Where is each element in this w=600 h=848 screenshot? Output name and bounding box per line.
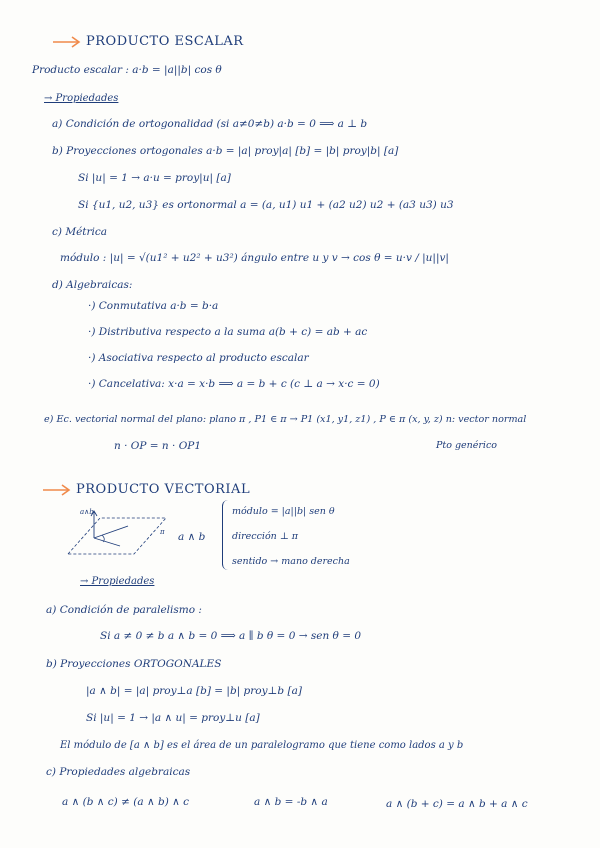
escalar-prop-d2: ·) Distributiva respecto a la suma a(b + c) = ab + ac <box>88 326 368 338</box>
vectorial-prop-a1: Si a ≠ 0 ≠ b a ∧ b = 0 ⟹ a ∥ b θ = 0 → sen θ = 0 <box>100 630 362 642</box>
escalar-prop-d4: ·) Cancelativa: x·a = x·b ⟹ a = b + c (c ⊥ a → x·c = 0) <box>88 378 380 390</box>
vectorial-prop-c: c) Propiedades algebraicas <box>46 766 191 778</box>
escalar-props-heading: → Propiedades <box>44 93 119 104</box>
escalar-prop-c: c) Métrica <box>52 226 108 238</box>
vectorial-prop-b2: Si |u| = 1 → |a ∧ u| = proy⊥u [a] <box>86 712 260 724</box>
escalar-definition: Producto escalar : a·b = |a||b| cos θ <box>32 64 222 76</box>
vectorial-modulo: módulo = |a||b| sen θ <box>232 506 335 517</box>
escalar-prop-a: a) Condición de ortogonalidad (si a≠0≠b) a·b = 0 ⟹ a ⊥ b <box>52 118 368 130</box>
diagram-cross-label: a∧b <box>80 508 94 516</box>
escalar-prop-e2: Pto genérico <box>436 440 498 451</box>
vectorial-props-heading: → Propiedades <box>80 576 155 587</box>
escalar-prop-b: b) Proyecciones ortogonales a·b = |a| proy|a| [b] = |b| proy|b| [a] <box>52 145 399 157</box>
escalar-prop-c1: módulo : |u| = √(u1² + u2² + u3²) ángulo entre u y v → cos θ = u·v / |u||v| <box>60 252 449 264</box>
accent-arrow-icon <box>52 36 82 48</box>
cross-product-diagram <box>62 508 168 560</box>
diagram-plane-label: π <box>160 528 165 536</box>
vectorial-prop-c3: a ∧ (b + c) = a ∧ b + a ∧ c <box>386 798 528 810</box>
vectorial-prop-b1: |a ∧ b| = |a| proy⊥a [b] = |b| proy⊥b [a] <box>86 685 302 697</box>
escalar-prop-d1: ·) Conmutativa a·b = b·a <box>88 300 219 312</box>
escalar-prop-b2: Si {u1, u2, u3} es ortonormal a = (a, u1) u1 + (a2 u2) u2 + (a3 u3) u3 <box>78 199 454 211</box>
escalar-prop-d: d) Algebraicas: <box>52 279 133 291</box>
vectorial-sentido: sentido → mano derecha <box>232 556 350 567</box>
vectorial-prop-b: b) Proyecciones ORTOGONALES <box>46 658 222 670</box>
vectorial-prop-a: a) Condición de paralelismo : <box>46 604 202 616</box>
vectorial-prop-c1: a ∧ (b ∧ c) ≠ (a ∧ b) ∧ c <box>62 796 190 808</box>
escalar-prop-d3: ·) Asociativa respecto al producto escalar <box>88 352 309 364</box>
vectorial-prop-c2: a ∧ b = -b ∧ a <box>254 796 328 808</box>
section-title-escalar: PRODUCTO ESCALAR <box>86 34 244 49</box>
brace <box>222 500 231 570</box>
escalar-prop-e1: n · OP = n · OP1 <box>114 440 202 452</box>
escalar-prop-e: e) Ec. vectorial normal del plano: plano π , P1 ∈ π → P1 (x1, y1, z1) , P ∈ π (x, y, z) n: vector normal <box>44 414 527 425</box>
accent-arrow-icon <box>42 484 72 496</box>
cross-product-label: a ∧ b <box>178 531 206 543</box>
escalar-prop-b1: Si |u| = 1 → a·u = proy|u| [a] <box>78 172 231 184</box>
section-title-vectorial: PRODUCTO VECTORIAL <box>76 482 251 497</box>
vectorial-prop-b3: El módulo de [a ∧ b] es el área de un paralelogramo que tiene como lados a y b <box>60 740 464 751</box>
vectorial-direccion: dirección ⊥ π <box>232 531 299 542</box>
